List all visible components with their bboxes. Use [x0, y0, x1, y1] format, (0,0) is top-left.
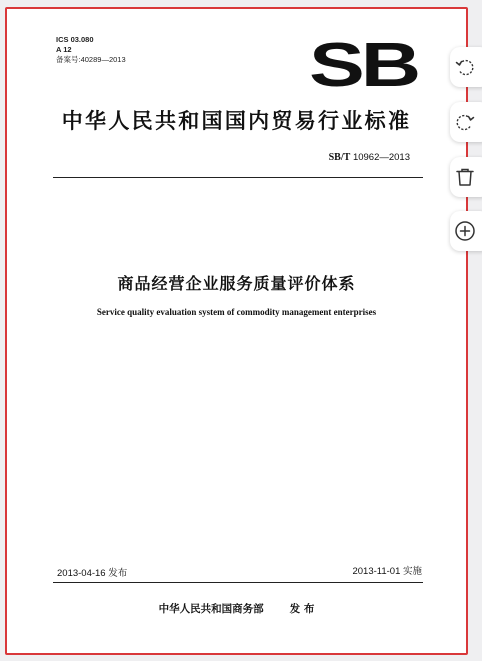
standard-code-prefix: SB/T: [328, 152, 351, 163]
rotate-right-icon: [453, 110, 477, 134]
add-button[interactable]: [450, 211, 482, 251]
trash-icon: [453, 165, 477, 189]
document-meta: [56, 35, 126, 65]
rotate-right-button[interactable]: [450, 102, 482, 142]
issuer-line: [7, 601, 466, 616]
delete-button[interactable]: [450, 157, 482, 197]
standard-code: [329, 152, 410, 163]
standard-code-number: 10962—2013: [352, 152, 410, 163]
bottom-divider: [53, 582, 423, 583]
filing-number: 备案号:40289—2013: [56, 55, 126, 64]
sb-logo: SB: [309, 31, 418, 100]
rotate-left-button[interactable]: [450, 47, 482, 87]
document-title-english: Service quality evaluation system of commodity management enterprises: [96, 307, 377, 317]
issuer-action: 发 布: [289, 603, 315, 615]
document-page[interactable]: [5, 7, 468, 655]
effective-date: 2013-11-01 实施: [352, 566, 422, 577]
publish-date: 2013-04-16 发布: [57, 568, 128, 579]
ics-code: ICS 03.080: [56, 35, 94, 44]
issuer-name: 中华人民共和国商务部: [158, 603, 264, 615]
standard-title: 中华人民共和国国内贸易行业标准: [61, 109, 412, 133]
top-divider: [53, 177, 423, 178]
add-icon: [453, 219, 477, 243]
rotate-left-icon: [453, 55, 477, 79]
classification-code: A 12: [56, 45, 72, 54]
document-title-chinese: 商品经营企业服务质量评价体系: [117, 274, 356, 293]
